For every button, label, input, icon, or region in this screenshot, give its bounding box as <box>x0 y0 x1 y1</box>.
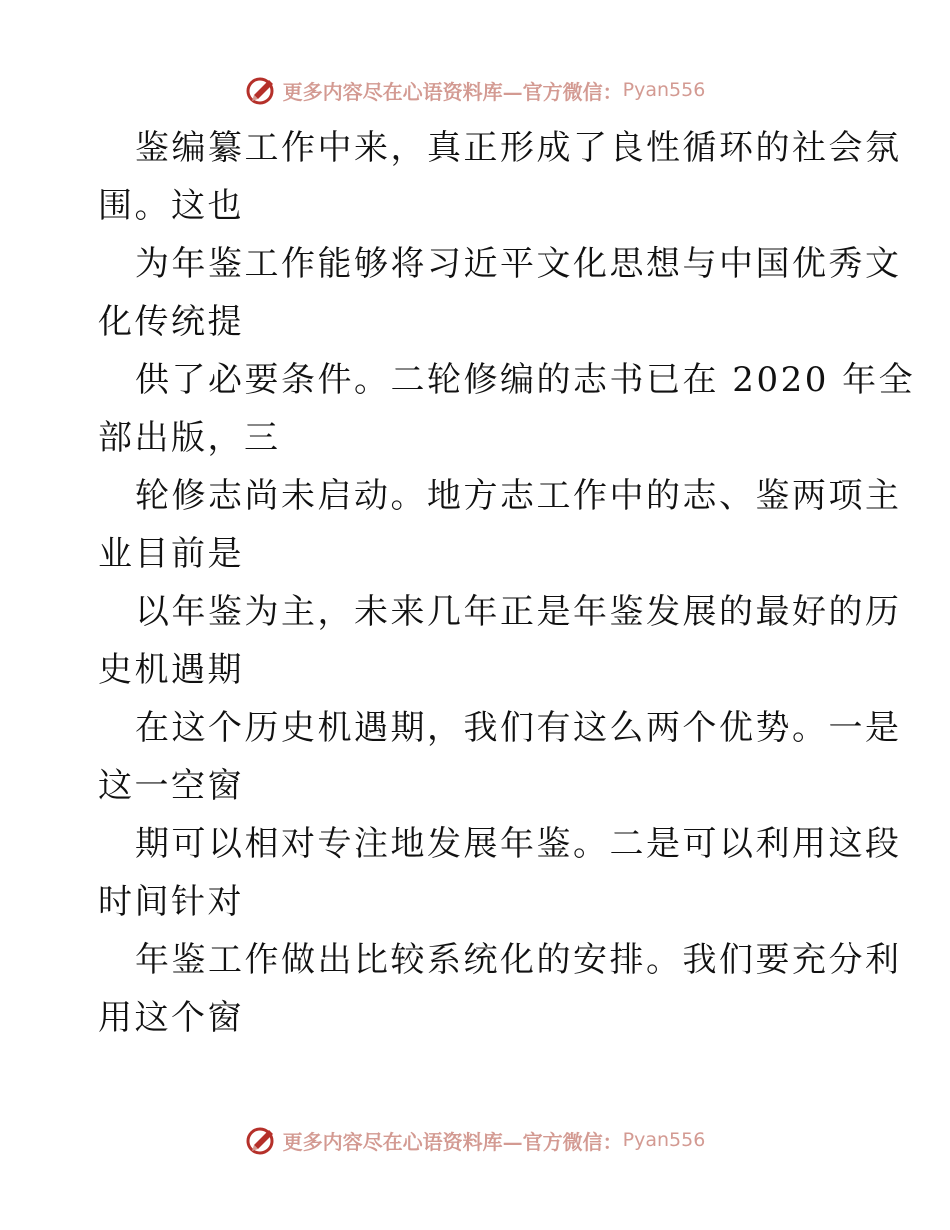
paragraph-line: 年鉴工作做出比较系统化的安排。我们要充分利 <box>135 940 902 980</box>
header-banner <box>0 70 950 110</box>
paragraph-line: 这一空窗 <box>98 766 244 806</box>
paragraph-line: 时间针对 <box>98 882 244 922</box>
pen-logo-icon <box>245 1123 279 1157</box>
paragraph-line: 以年鉴为主，未来几年正是年鉴发展的最好的历 <box>135 592 902 632</box>
banner-wechat-id: Pyan556 <box>622 79 706 101</box>
paragraph-line: 鉴编纂工作中来，真正形成了良性循环的社会氛 <box>135 128 902 168</box>
banner-text: 更多内容尽在心语资料库—官方微信： <box>282 1129 623 1154</box>
paragraph <box>98 234 902 350</box>
paragraph-line: 在这个历史机遇期，我们有这么两个优势。一是 <box>135 708 902 748</box>
paragraph <box>98 466 902 582</box>
pen-logo-icon <box>245 73 279 107</box>
paragraph-line: 围。这也 <box>98 186 244 226</box>
paragraph-line: 期可以相对专注地发展年鉴。二是可以利用这段 <box>135 824 902 864</box>
paragraph-line: 供了必要条件。二轮修编的志书已在 2020 年全 <box>135 360 916 400</box>
banner-text: 更多内容尽在心语资料库—官方微信： <box>282 79 623 104</box>
paragraph <box>98 118 902 234</box>
banner-wechat-id: Pyan556 <box>622 1129 706 1151</box>
paragraph-line: 为年鉴工作能够将习近平文化思想与中国优秀文 <box>135 244 902 284</box>
footer-banner <box>0 1120 950 1160</box>
paragraph <box>98 350 916 466</box>
paragraph-line: 业目前是 <box>98 534 244 574</box>
paragraph-line: 用这个窗 <box>98 998 244 1038</box>
paragraph-line: 化传统提 <box>98 302 244 342</box>
paragraph <box>98 582 902 698</box>
paragraph <box>98 698 902 814</box>
paragraph-line: 部出版，三 <box>98 418 281 458</box>
paragraph-line: 史机遇期 <box>98 650 244 690</box>
paragraph <box>98 814 902 930</box>
paragraph-line: 轮修志尚未启动。地方志工作中的志、鉴两项主 <box>135 476 902 516</box>
document-body <box>98 118 916 1046</box>
paragraph <box>98 930 902 1046</box>
